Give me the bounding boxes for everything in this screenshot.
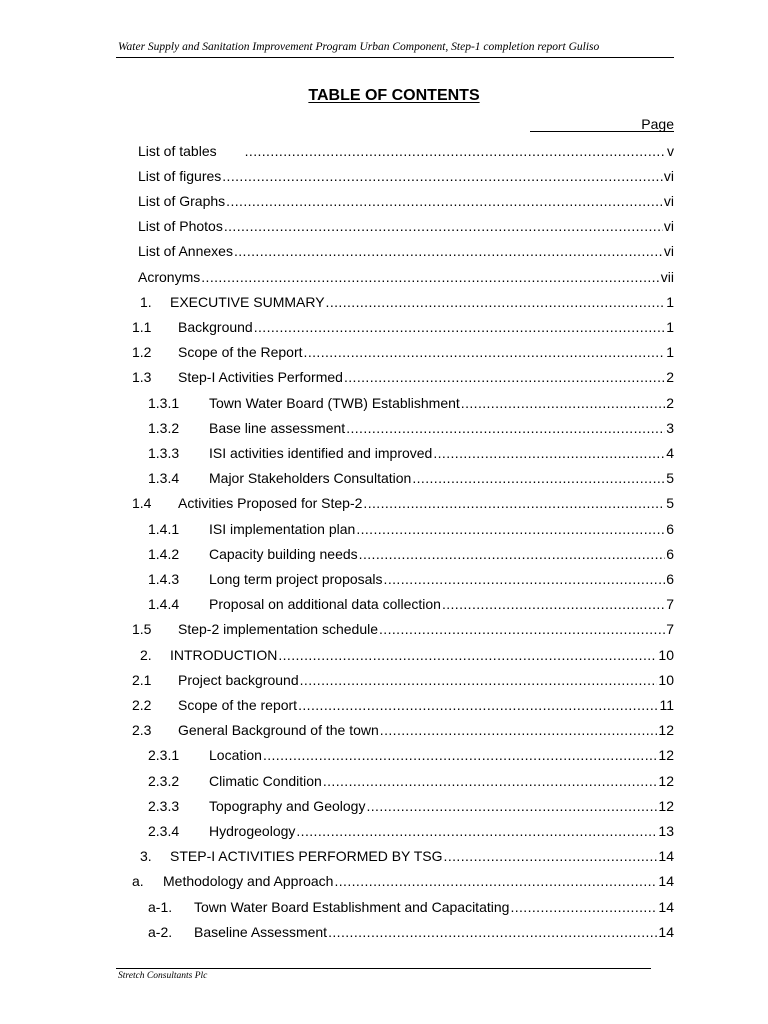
toc-entry[interactable] bbox=[148, 745, 674, 765]
toc-entry[interactable] bbox=[132, 342, 674, 362]
toc-entry-label: List of tables bbox=[138, 142, 217, 159]
toc-entry-number: 3. bbox=[140, 848, 152, 865]
toc-entry[interactable] bbox=[132, 670, 674, 690]
toc-entry-label: Town Water Board (TWB) Establishment bbox=[209, 394, 460, 411]
toc-entry-label: Capacity building needs bbox=[209, 545, 358, 562]
toc-entry-page: 2 bbox=[666, 394, 674, 411]
dot-leader bbox=[326, 292, 666, 312]
toc-entry-label: STEP-I ACTIVITIES PERFORMED BY TSG bbox=[170, 848, 443, 865]
dot-leader bbox=[304, 342, 666, 362]
toc-entry-number: 2.3 bbox=[132, 722, 152, 739]
toc-entry-page: 11 bbox=[659, 696, 674, 713]
toc-entry-page: 6 bbox=[666, 545, 674, 562]
toc-entry-label: Methodology and Approach bbox=[163, 873, 334, 890]
toc-entry-label: EXECUTIVE SUMMARY bbox=[170, 293, 325, 310]
toc-entry[interactable] bbox=[148, 922, 674, 942]
toc-entry[interactable] bbox=[148, 569, 674, 589]
toc-entry-label: Baseline Assessment bbox=[194, 923, 328, 940]
footer-rule bbox=[116, 968, 651, 969]
dot-leader bbox=[245, 141, 666, 161]
toc-entry-number: 1.4.4 bbox=[148, 596, 180, 613]
toc-entry-page: 4 bbox=[666, 444, 674, 461]
toc-entry[interactable] bbox=[140, 292, 674, 312]
toc-entry-label: List of Annexes bbox=[138, 243, 233, 260]
toc-entry[interactable] bbox=[132, 493, 674, 513]
toc-entry-label: Acronyms bbox=[138, 268, 201, 285]
toc-entry-page: 12 bbox=[658, 797, 674, 814]
toc-entry-number: 1.3.4 bbox=[148, 470, 180, 487]
toc-entry-number: 2.3.2 bbox=[148, 772, 180, 789]
toc-entry-number: 1.4 bbox=[132, 495, 152, 512]
toc-entry-page: v bbox=[667, 142, 674, 159]
toc-entry[interactable] bbox=[148, 897, 674, 917]
toc-entry[interactable] bbox=[148, 468, 674, 488]
toc-entry-label: General Background of the town bbox=[178, 722, 379, 739]
toc-entry[interactable] bbox=[148, 418, 674, 438]
dot-leader bbox=[328, 922, 657, 942]
toc-entry[interactable] bbox=[148, 544, 674, 564]
toc-entry-number: 1.5 bbox=[132, 621, 152, 638]
toc-entry-label: Climatic Condition bbox=[209, 772, 322, 789]
toc-entry[interactable] bbox=[132, 367, 674, 387]
toc-entry-label: List of Graphs bbox=[138, 192, 226, 209]
toc-entry-page: 6 bbox=[666, 520, 674, 537]
toc-entry-number: 1.1 bbox=[132, 318, 152, 335]
toc-entry[interactable] bbox=[138, 267, 674, 287]
toc-entry-label: Step-I Activities Performed bbox=[178, 369, 343, 386]
dot-leader bbox=[366, 796, 657, 816]
toc-entry-number: 2.3.3 bbox=[148, 797, 180, 814]
toc-entry[interactable] bbox=[148, 594, 674, 614]
toc-entry-page: vi bbox=[663, 192, 674, 209]
toc-entry[interactable] bbox=[140, 645, 674, 665]
toc-entry-page: 7 bbox=[666, 621, 674, 638]
toc-entry-label: Major Stakeholders Consultation bbox=[209, 470, 412, 487]
toc-entry-number: 1.2 bbox=[132, 344, 152, 361]
toc-entry-page: 2 bbox=[666, 369, 674, 386]
toc-entry-label: Project background bbox=[178, 671, 299, 688]
page-column-label: Page bbox=[530, 117, 674, 132]
toc-entry-label: Hydrogeology bbox=[209, 822, 296, 839]
toc-entry-label: Step-2 implementation schedule bbox=[178, 621, 379, 638]
toc-entry-number: a-1. bbox=[148, 898, 173, 915]
toc-entry-page: vi bbox=[663, 167, 674, 184]
toc-entry-page: 14 bbox=[658, 898, 674, 915]
toc-entry-number: 1.3.3 bbox=[148, 444, 180, 461]
toc-entry-label: Proposal on additional data collection bbox=[209, 596, 441, 613]
toc-entry-page: 3 bbox=[666, 419, 674, 436]
dot-leader bbox=[300, 670, 658, 690]
toc-entry-label: Long term project proposals bbox=[209, 570, 383, 587]
toc-entry-page: vi bbox=[663, 243, 674, 260]
toc-entry-page: vii bbox=[660, 268, 674, 285]
toc-entry-number: 1.4.3 bbox=[148, 570, 180, 587]
toc-entry[interactable] bbox=[148, 393, 674, 413]
toc-entry[interactable] bbox=[138, 191, 674, 211]
toc-entry[interactable] bbox=[138, 216, 674, 236]
dot-leader bbox=[359, 544, 666, 564]
dot-leader bbox=[412, 468, 665, 488]
toc-title: TABLE OF CONTENTS bbox=[308, 87, 480, 104]
toc-entry[interactable] bbox=[132, 619, 674, 639]
toc-entry-label: ISI implementation plan bbox=[209, 520, 356, 537]
toc-entry-number: 2. bbox=[140, 646, 152, 663]
dot-leader bbox=[222, 166, 663, 186]
dot-leader bbox=[344, 367, 665, 387]
toc-entry-number: 1.4.1 bbox=[148, 520, 180, 537]
toc-entry[interactable] bbox=[132, 871, 674, 891]
toc-entry[interactable] bbox=[148, 771, 674, 791]
toc-entry[interactable] bbox=[148, 443, 674, 463]
toc-entry-label: Base line assessment bbox=[209, 419, 346, 436]
running-header: Water Supply and Sanitation Improvement Program Urban Component, Step-1 completion report Guliso bbox=[118, 41, 600, 53]
toc-entry-number: a-2. bbox=[148, 923, 173, 940]
dot-leader bbox=[363, 493, 665, 513]
toc-entry-page: 10 bbox=[658, 646, 674, 663]
dot-leader bbox=[263, 745, 657, 765]
toc-entry-label: Scope of the report bbox=[178, 696, 298, 713]
toc-entry-label: ISI activities identified and improved bbox=[209, 444, 433, 461]
dot-leader bbox=[334, 871, 657, 891]
toc-entry-label: Scope of the Report bbox=[178, 344, 303, 361]
toc-entry-label: Location bbox=[209, 747, 262, 764]
toc-entry-label: Topography and Geology bbox=[209, 797, 366, 814]
toc-entry-label: List of Photos bbox=[138, 218, 223, 235]
toc-entry[interactable] bbox=[138, 241, 674, 261]
toc-entry[interactable] bbox=[132, 720, 674, 740]
toc-entry-page: 1 bbox=[666, 293, 674, 310]
toc-entry-label: List of figures bbox=[138, 167, 222, 184]
toc-entry[interactable] bbox=[132, 317, 674, 337]
toc-entry-page: 14 bbox=[658, 848, 674, 865]
toc-entry-page: 14 bbox=[658, 923, 674, 940]
toc-entry-page: 13 bbox=[658, 822, 674, 839]
toc-entry-number: 1.3.1 bbox=[148, 394, 180, 411]
toc-entry-label: Town Water Board Establishment and Capacitating bbox=[194, 898, 510, 915]
dot-leader bbox=[433, 443, 665, 463]
toc-entry-label: Activities Proposed for Step-2 bbox=[178, 495, 363, 512]
dot-leader bbox=[298, 695, 658, 715]
dot-leader bbox=[226, 191, 663, 211]
toc-entry[interactable] bbox=[132, 695, 674, 715]
toc-entry-number: 1.3 bbox=[132, 369, 152, 386]
toc-entry-number: 2.3.1 bbox=[148, 747, 180, 764]
dot-leader bbox=[510, 897, 657, 917]
toc-entry-label: Background bbox=[178, 318, 253, 335]
dot-leader bbox=[323, 771, 658, 791]
toc-entry-number: 2.3.4 bbox=[148, 822, 180, 839]
dot-leader bbox=[278, 645, 657, 665]
toc-entry-label: INTRODUCTION bbox=[170, 646, 278, 663]
toc-entry-number: 2.1 bbox=[132, 671, 152, 688]
toc-entry-number: a. bbox=[132, 873, 144, 890]
toc-entry-page: 5 bbox=[666, 470, 674, 487]
toc-entry-number: 2.2 bbox=[132, 696, 152, 713]
dot-leader bbox=[201, 267, 660, 287]
dot-leader bbox=[380, 720, 658, 740]
toc-entry-page: 12 bbox=[658, 747, 674, 764]
running-footer: Stretch Consultants Plc bbox=[118, 971, 208, 981]
toc-entry-number: 1.4.2 bbox=[148, 545, 180, 562]
toc-entry-page: 1 bbox=[666, 318, 674, 335]
toc-entry-page: 7 bbox=[666, 596, 674, 613]
dot-leader bbox=[296, 821, 657, 841]
toc-entry-page: vi bbox=[663, 218, 674, 235]
dot-leader bbox=[461, 393, 665, 413]
toc-entry[interactable] bbox=[138, 141, 674, 161]
dot-leader bbox=[442, 594, 665, 614]
toc-entry-page: 14 bbox=[658, 873, 674, 890]
toc-entry[interactable] bbox=[148, 796, 674, 816]
dot-leader bbox=[444, 846, 658, 866]
toc-entry-number: 1.3.2 bbox=[148, 419, 180, 436]
dot-leader bbox=[356, 519, 665, 539]
toc-entry-page: 12 bbox=[658, 772, 674, 789]
toc-entry-page: 10 bbox=[658, 671, 674, 688]
dot-leader bbox=[254, 317, 665, 337]
toc-entry-page: 5 bbox=[666, 495, 674, 512]
toc-entry-page: 1 bbox=[666, 344, 674, 361]
toc-entry[interactable] bbox=[148, 519, 674, 539]
toc-entry[interactable] bbox=[138, 166, 674, 186]
toc-entry[interactable] bbox=[148, 821, 674, 841]
dot-leader bbox=[234, 241, 663, 261]
toc-entry-page: 12 bbox=[658, 722, 674, 739]
dot-leader bbox=[384, 569, 666, 589]
header-rule bbox=[116, 57, 674, 58]
dot-leader bbox=[379, 619, 665, 639]
dot-leader bbox=[224, 216, 663, 236]
toc-entry-page: 6 bbox=[666, 570, 674, 587]
dot-leader bbox=[346, 418, 665, 438]
toc-entry[interactable] bbox=[140, 846, 674, 866]
toc-entry-number: 1. bbox=[140, 293, 152, 310]
